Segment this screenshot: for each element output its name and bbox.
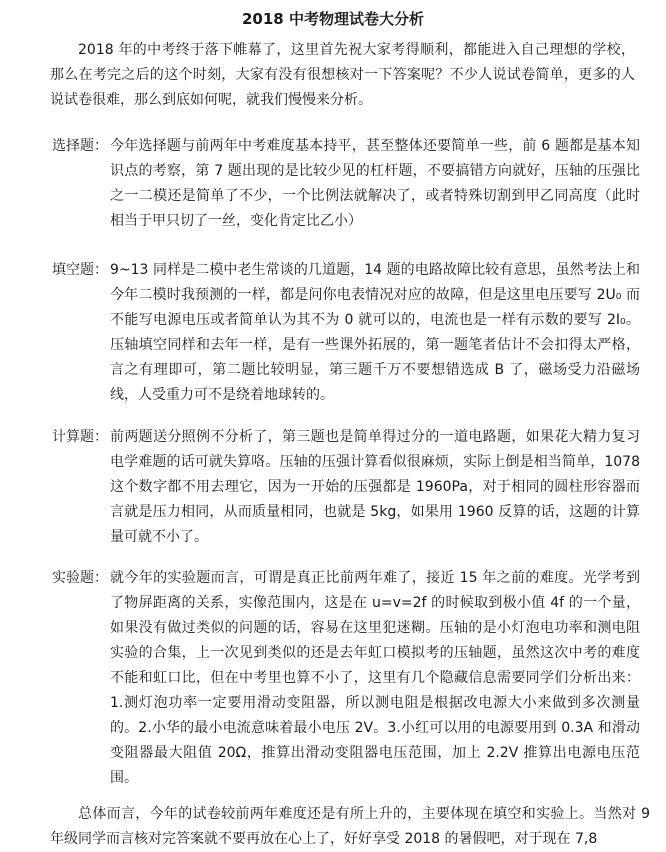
section-fill-in-questions bbox=[52, 258, 640, 408]
summary-text: 总体而言，今年的试卷较前两年难度还是有所上升的，主要体现在填空和实验上。当然对 9 年级同学而言核对完答案就不要再放在心上了，好好享受 2018 的暑假吧，对于现在 7,8 bbox=[50, 806, 650, 847]
summary-paragraph bbox=[50, 802, 650, 852]
section-label: 填空题： bbox=[52, 262, 108, 278]
section-experiment-questions bbox=[52, 566, 640, 791]
intro-text: 2018 年的中考终于落下帷幕了，这里首先祝大家考得顺利，都能进入自己理想的学校，那么在考完之后的这个时刻，大家有没有很想核对一下答案呢？不少人说试卷简单，更多的人说试卷很难，那么到底如何呢，就我们慢慢来分析。 bbox=[50, 42, 635, 108]
section-body: 前两题送分照例不分析了，第三题也是简单得过分的一道电路题，如果花大精力复习电学难题的话可就失算咯。压轴的压强计算看似很麻烦，实际上倒是相当简单，1078 这个数字都不用去理它，因为一开始的压强都是 1960Pa，对于相同的圆柱形容器而言就是压力相同，从而质量相同，也就是 5kg，如果用 1960 反算的话，这题的计算量可就不小了。 bbox=[110, 429, 640, 545]
section-body: 9~13 同样是二模中老生常谈的几道题，14 题的电路故障比较有意思，虽然考法上和今年二模时我预测的一样，都是问你电表情况对应的故障，但是这里电压要写 2U₀ 而不能写电源电压或者简单认为其不为 0 就可以的，电流也是一样有示数的要写 2I₀。压轴填空同样和去年一样，是有一些课外拓展的，第一题笔者估计不会扣得太严格，言之有理即可，第二题比较明显，第三题千万不要想错选成 B 了，磁场受力沿磁场线，人受重力可不是绕着地球转的。 bbox=[110, 262, 640, 403]
section-choice-questions bbox=[52, 134, 640, 234]
section-calculation-questions bbox=[52, 425, 640, 550]
section-label: 选择题： bbox=[52, 138, 108, 154]
section-body: 就今年的实验题而言，可谓是真正比前两年难了，接近 15 年之前的难度。光学考到了物屏距离的关系，实像范围内，这是在 u=v=2f 的时候取到极小值 4f 的一个量，如果没有做过类似的问题的话，容易在这里犯迷糊。压轴的是小灯泡电功率和测电阻实验的合集，上一次见到类似的还是去年虹口模拟考的压轴题，虽然这次中考的难度不能和虹口比，但在中考里也算不小了，这里有几个隐藏信息需要同学们分析出来：1.测灯泡功率一定要用滑动变阻器，所以测电阻是根据改电源大小来做到多次测量的。2.小华的最小电流意味着最小电压 2V。3.小红可以用的电源要用到 0.3A 和滑动变阻器最大阻值 20Ω，推算出滑动变阻器电压范围，加上 2.2V 推算出电源电压范围。 bbox=[110, 570, 640, 786]
intro-paragraph bbox=[50, 38, 635, 113]
page-title: 2018 中考物理试卷大分析 bbox=[242, 10, 424, 28]
section-body: 今年选择题与前两年中考难度基本持平，甚至整体还要简单一些，前 6 题都是基本知识点的考察，第 7 题出现的是比较少见的杠杆题，不要搞错方向就好，压轴的压强比之一二模还是简单了不少，一个比例法就解决了，或者特殊切割到甲乙同高度（此时相当于甲只切了一丝，变化肯定比乙小） bbox=[110, 138, 640, 229]
section-label: 计算题： bbox=[52, 429, 108, 445]
section-label: 实验题： bbox=[52, 570, 108, 586]
